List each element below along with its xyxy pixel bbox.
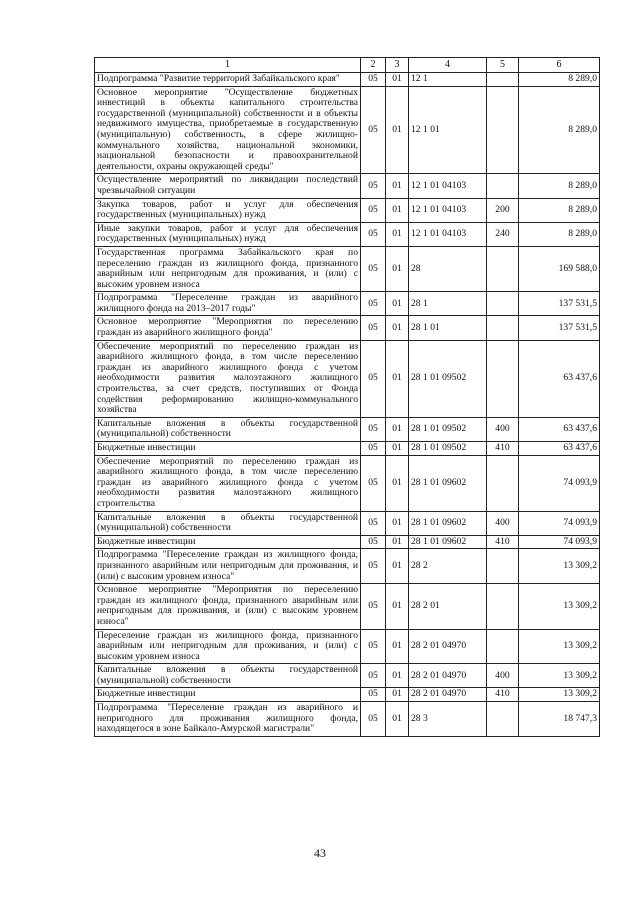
row-section: 05 — [361, 73, 386, 87]
table-row — [95, 629, 600, 664]
row-name: Государственная программа Забайкальского края по переселению граждан из жилищного фонда, признанного аварийным или непригодным для проживания, и (или) с высоким уровнем износа — [95, 246, 361, 291]
row-name: Переселение граждан из жилищного фонда, признанного аварийным или непригодным для проживания, и (или) с высоким уровнем износа — [95, 629, 361, 664]
row-target-code: 12 1 01 04103 — [409, 174, 487, 198]
row-amount: 8 289,0 — [519, 73, 600, 87]
page-number: 43 — [314, 846, 326, 860]
row-name: Основное мероприятие "Мероприятия по переселению граждан из жилищного фонда, признанного аварийным или непригодным для проживания, и (или) с высоким уровнем износа" — [95, 584, 361, 629]
row-name: Закупка товаров, работ и услуг для обеспечения государственных (муниципальных) нужд — [95, 198, 361, 222]
row-expense-type: 410 — [487, 442, 519, 456]
row-expense-type — [487, 86, 519, 174]
row-name: Основное мероприятие "Осуществление бюджетных инвестиций в объекты капитального строительства государственной (муниципальной) собственности и в объекты недвижимого имущества, приобретаемые в государственную (муниципальную) собственность, в сфере жилищно-коммунального хозяйства, национальной экономики, национальной безопасности и правоохранительной деятельности, охраны окружающей среды" — [95, 86, 361, 174]
table-row — [95, 664, 600, 688]
row-name: Обеспечение мероприятий по переселению граждан из аварийного жилищного фонда, в том числе переселению граждан из аварийного жилищного фонда с учетом необходимости развития малоэтажного жилищного строительства, за счет средств, поступивших от Фонда содействия реформированию жилищно-коммунального хозяйства — [95, 340, 361, 417]
row-section: 05 — [361, 417, 386, 441]
row-target-code: 12 1 01 — [409, 86, 487, 174]
table-row — [95, 688, 600, 702]
row-section: 05 — [361, 198, 386, 222]
row-subsection: 01 — [386, 664, 409, 688]
row-section: 05 — [361, 442, 386, 456]
row-target-code: 28 1 01 — [409, 316, 487, 340]
row-amount: 13 309,2 — [519, 629, 600, 664]
row-amount: 63 437,6 — [519, 340, 600, 417]
row-section: 05 — [361, 316, 386, 340]
col-header-1: 1 — [95, 58, 361, 73]
table-row — [95, 73, 600, 87]
row-amount: 18 747,3 — [519, 702, 600, 737]
row-subsection: 01 — [386, 511, 409, 535]
row-name: Бюджетные инвестиции — [95, 442, 361, 456]
row-subsection: 01 — [386, 86, 409, 174]
col-header-5: 5 — [487, 58, 519, 73]
row-target-code: 28 1 — [409, 292, 487, 316]
row-section: 05 — [361, 174, 386, 198]
row-name: Подпрограмма "Переселение граждан из жилищного фонда, признанного аварийным или непригодным для проживания, и (или) с высоким уровнем износа" — [95, 549, 361, 584]
row-subsection: 01 — [386, 455, 409, 511]
row-amount: 8 289,0 — [519, 198, 600, 222]
table-body — [95, 73, 600, 737]
row-subsection: 01 — [386, 73, 409, 87]
row-expense-type — [487, 549, 519, 584]
row-expense-type: 410 — [487, 535, 519, 549]
table-row — [95, 584, 600, 629]
row-expense-type — [487, 73, 519, 87]
row-target-code: 28 1 01 09602 — [409, 511, 487, 535]
row-section: 05 — [361, 584, 386, 629]
row-name: Подпрограмма "Развитие территорий Забайкальского края" — [95, 73, 361, 87]
row-expense-type: 400 — [487, 664, 519, 688]
row-amount: 169 588,0 — [519, 246, 600, 291]
row-subsection: 01 — [386, 222, 409, 246]
row-name: Подпрограмма "Переселение граждан из аварийного и непригодного для проживания жилищного фонда, находящегося в зоне Байкало-Амурской магистрали" — [95, 702, 361, 737]
col-header-4: 4 — [409, 58, 487, 73]
row-expense-type — [487, 246, 519, 291]
row-target-code: 28 2 01 04970 — [409, 664, 487, 688]
row-name: Подпрограмма "Переселение граждан из аварийного жилищного фонда на 2013–2017 годы" — [95, 292, 361, 316]
row-subsection: 01 — [386, 535, 409, 549]
row-amount: 74 093,9 — [519, 455, 600, 511]
table-row — [95, 174, 600, 198]
row-name: Бюджетные инвестиции — [95, 535, 361, 549]
row-amount: 13 309,2 — [519, 584, 600, 629]
row-target-code: 28 1 01 09502 — [409, 340, 487, 417]
row-subsection: 01 — [386, 417, 409, 441]
table-row — [95, 417, 600, 441]
row-name: Осуществление мероприятий по ликвидации последствий чрезвычайной ситуации — [95, 174, 361, 198]
row-target-code: 28 1 01 09502 — [409, 417, 487, 441]
row-name: Бюджетные инвестиции — [95, 688, 361, 702]
table-row — [95, 340, 600, 417]
row-target-code: 28 2 01 — [409, 584, 487, 629]
row-subsection: 01 — [386, 198, 409, 222]
row-target-code: 28 1 01 09602 — [409, 535, 487, 549]
row-amount: 137 531,5 — [519, 292, 600, 316]
table-row — [95, 442, 600, 456]
row-expense-type — [487, 455, 519, 511]
row-amount: 74 093,9 — [519, 535, 600, 549]
row-target-code: 12 1 — [409, 73, 487, 87]
row-name: Обеспечение мероприятий по переселению граждан из аварийного жилищного фонда, в том числе переселению граждан из аварийного жилищного фонда с учетом необходимости развития малоэтажного жилищного строительства — [95, 455, 361, 511]
row-subsection: 01 — [386, 246, 409, 291]
row-section: 05 — [361, 702, 386, 737]
row-expense-type: 400 — [487, 417, 519, 441]
row-subsection: 01 — [386, 702, 409, 737]
table-row — [95, 535, 600, 549]
table-row — [95, 222, 600, 246]
row-section: 05 — [361, 688, 386, 702]
row-subsection: 01 — [386, 584, 409, 629]
row-subsection: 01 — [386, 629, 409, 664]
row-section: 05 — [361, 664, 386, 688]
row-amount: 63 437,6 — [519, 442, 600, 456]
row-expense-type: 240 — [487, 222, 519, 246]
row-name: Капитальные вложения в объекты государственной (муниципальной) собственности — [95, 417, 361, 441]
row-target-code: 28 1 01 09502 — [409, 442, 487, 456]
row-section: 05 — [361, 246, 386, 291]
row-target-code: 28 3 — [409, 702, 487, 737]
row-expense-type — [487, 292, 519, 316]
row-subsection: 01 — [386, 442, 409, 456]
row-target-code: 28 2 — [409, 549, 487, 584]
table-row — [95, 246, 600, 291]
header-row — [95, 58, 600, 73]
row-expense-type — [487, 702, 519, 737]
row-expense-type — [487, 316, 519, 340]
row-amount: 74 093,9 — [519, 511, 600, 535]
row-section: 05 — [361, 222, 386, 246]
row-expense-type — [487, 174, 519, 198]
row-subsection: 01 — [386, 316, 409, 340]
row-amount: 8 289,0 — [519, 86, 600, 174]
row-expense-type — [487, 629, 519, 664]
table-row — [95, 511, 600, 535]
row-section: 05 — [361, 455, 386, 511]
row-amount: 8 289,0 — [519, 222, 600, 246]
table-row — [95, 455, 600, 511]
table-row — [95, 702, 600, 737]
row-expense-type — [487, 340, 519, 417]
row-target-code: 28 2 01 04970 — [409, 629, 487, 664]
row-amount: 13 309,2 — [519, 688, 600, 702]
row-expense-type — [487, 584, 519, 629]
row-section: 05 — [361, 629, 386, 664]
table-row — [95, 198, 600, 222]
row-expense-type: 200 — [487, 198, 519, 222]
row-section: 05 — [361, 340, 386, 417]
row-section: 05 — [361, 511, 386, 535]
row-target-code: 28 — [409, 246, 487, 291]
row-target-code: 28 1 01 09602 — [409, 455, 487, 511]
table-row — [95, 86, 600, 174]
row-amount: 137 531,5 — [519, 316, 600, 340]
row-section: 05 — [361, 535, 386, 549]
row-expense-type: 400 — [487, 511, 519, 535]
row-subsection: 01 — [386, 292, 409, 316]
row-target-code: 28 2 01 04970 — [409, 688, 487, 702]
row-target-code: 12 1 01 04103 — [409, 222, 487, 246]
row-subsection: 01 — [386, 688, 409, 702]
row-name: Капитальные вложения в объекты государственной (муниципальной) собственности — [95, 511, 361, 535]
row-amount: 63 437,6 — [519, 417, 600, 441]
table-row — [95, 549, 600, 584]
budget-table — [94, 57, 600, 737]
col-header-2: 2 — [361, 58, 386, 73]
row-subsection: 01 — [386, 549, 409, 584]
table-row — [95, 316, 600, 340]
row-amount: 13 309,2 — [519, 549, 600, 584]
row-subsection: 01 — [386, 340, 409, 417]
table-row — [95, 292, 600, 316]
row-name: Капитальные вложения в объекты государственной (муниципальной) собственности — [95, 664, 361, 688]
row-subsection: 01 — [386, 174, 409, 198]
row-target-code: 12 1 01 04103 — [409, 198, 487, 222]
row-section: 05 — [361, 292, 386, 316]
row-name: Иные закупки товаров, работ и услуг для обеспечения государственных (муниципальных) нужд — [95, 222, 361, 246]
row-section: 05 — [361, 86, 386, 174]
row-amount: 13 309,2 — [519, 664, 600, 688]
row-section: 05 — [361, 549, 386, 584]
col-header-3: 3 — [386, 58, 409, 73]
row-amount: 8 289,0 — [519, 174, 600, 198]
col-header-6: 6 — [519, 58, 600, 73]
row-name: Основное мероприятие "Мероприятия по переселению граждан из аварийного жилищного фонда" — [95, 316, 361, 340]
row-expense-type: 410 — [487, 688, 519, 702]
